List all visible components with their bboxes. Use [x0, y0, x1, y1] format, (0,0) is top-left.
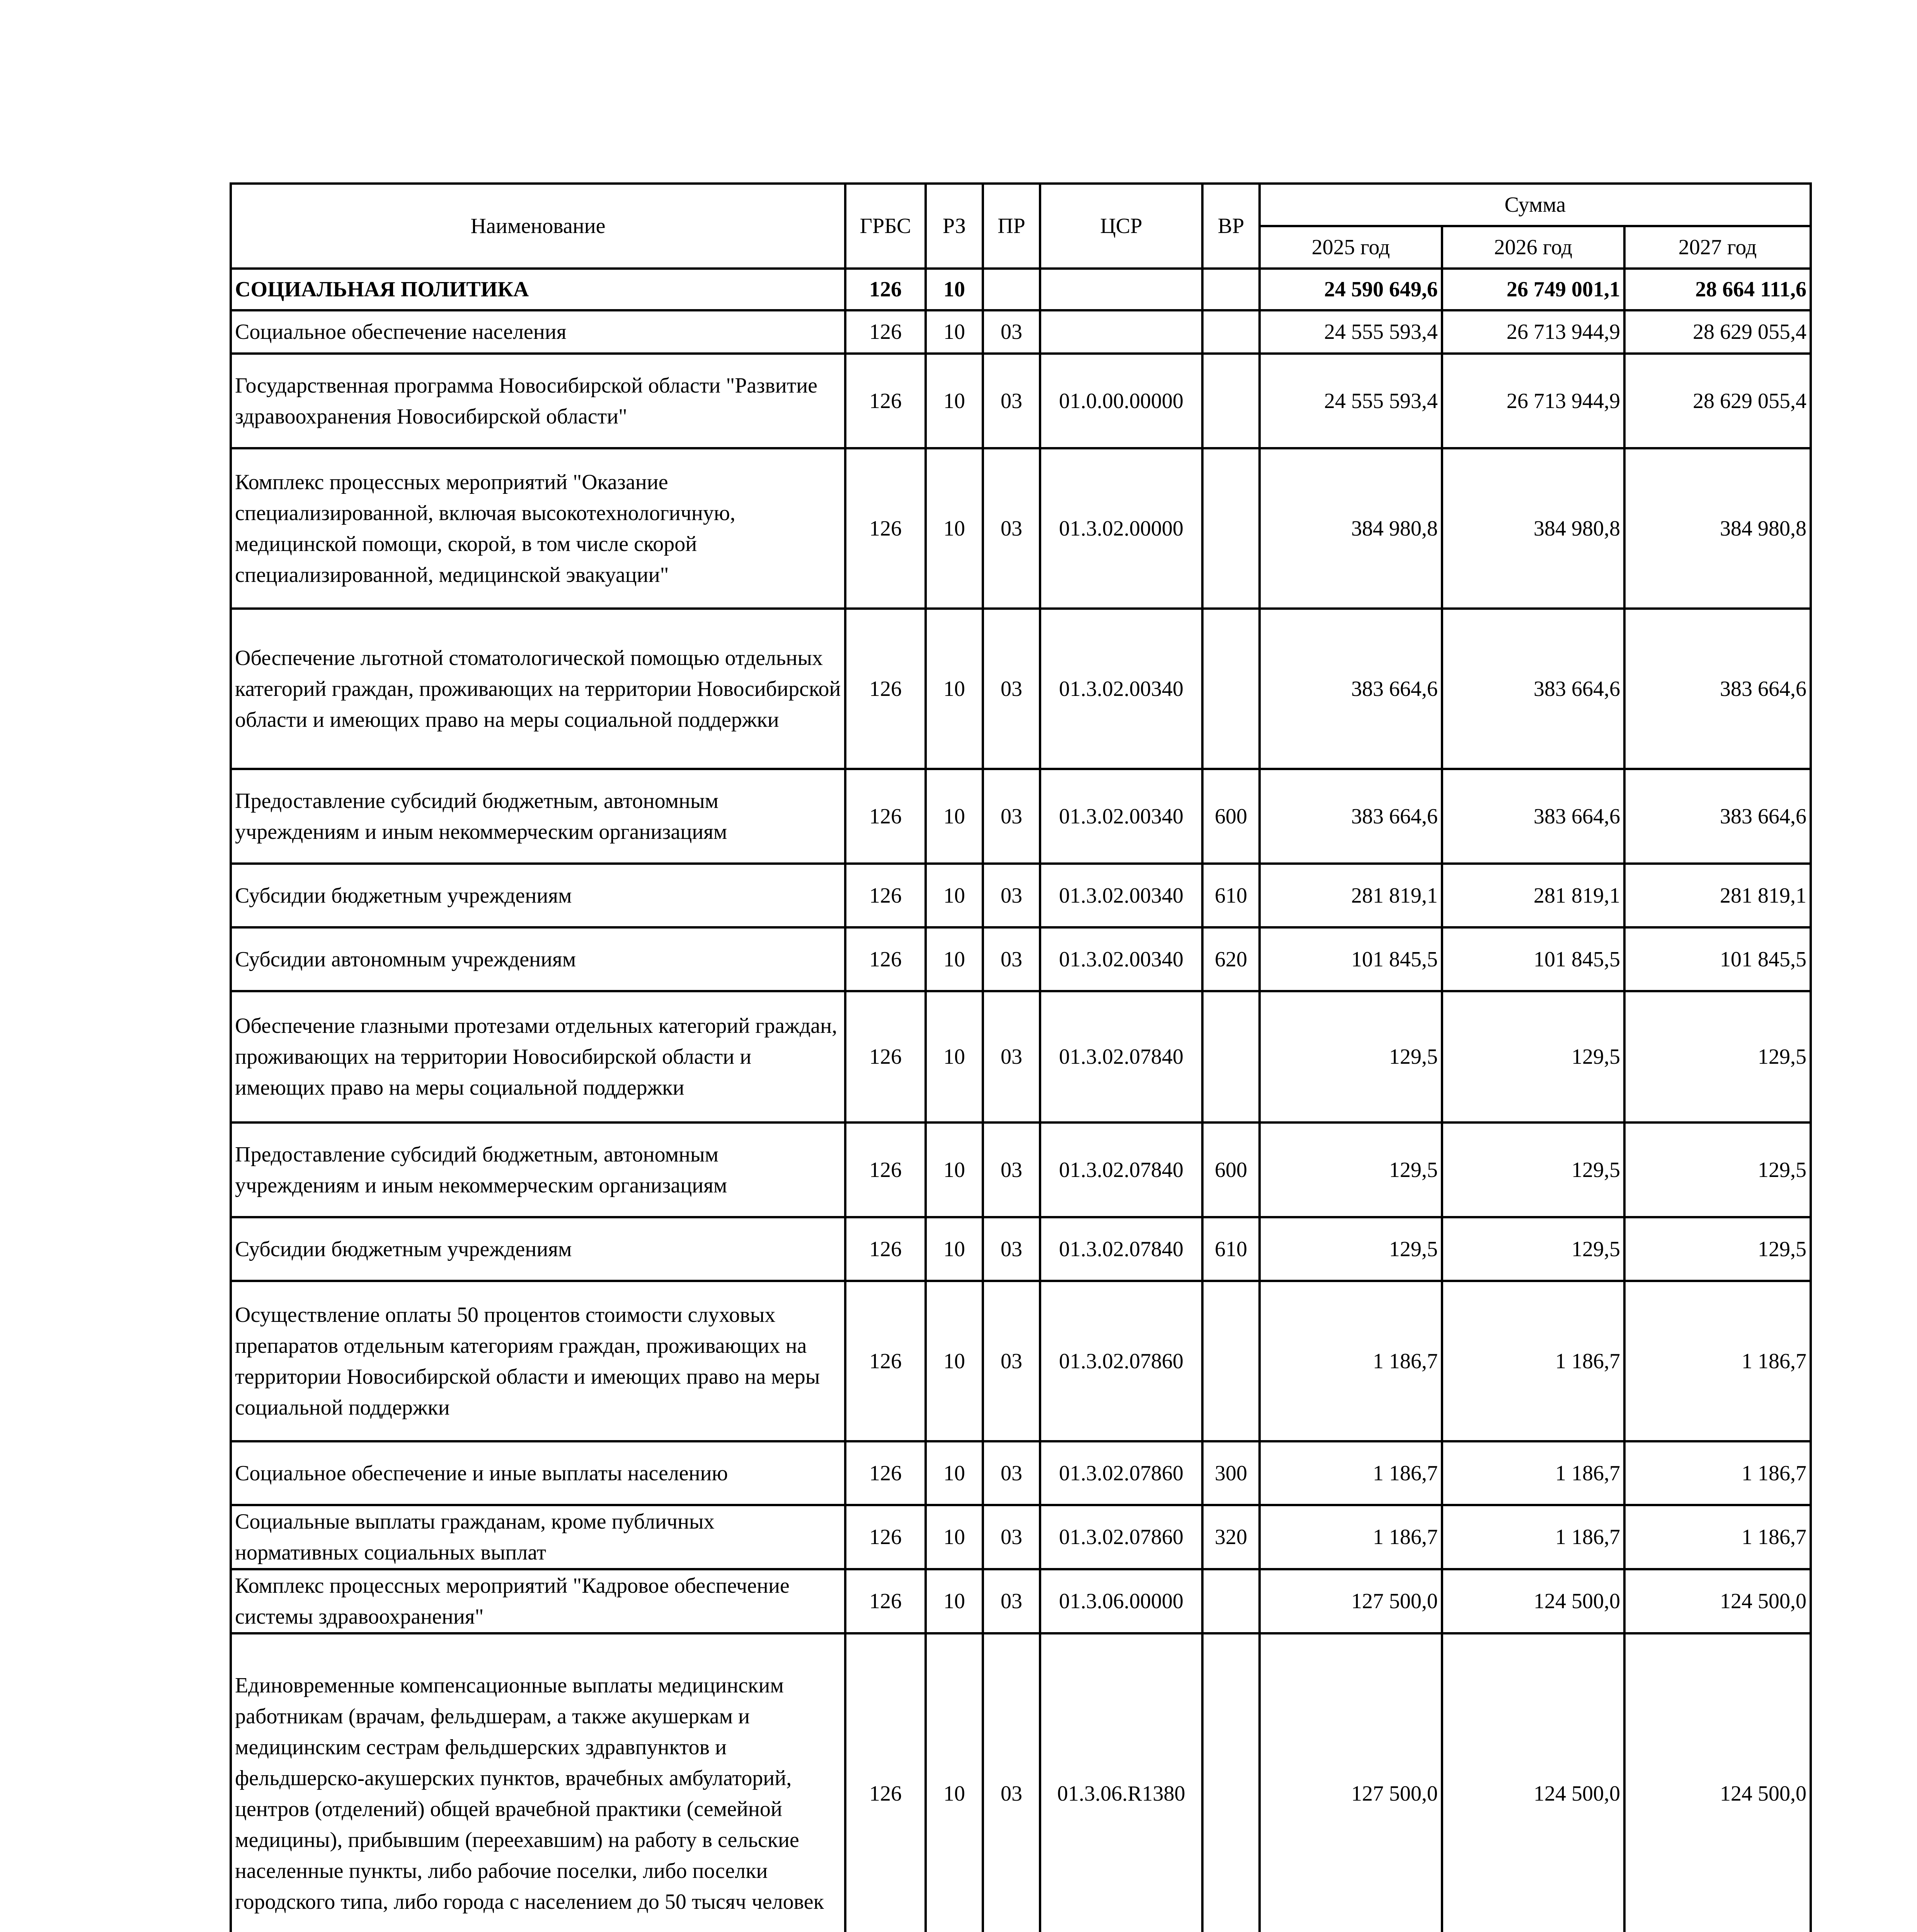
- table-row: [231, 927, 1811, 991]
- table-row: [231, 1217, 1811, 1281]
- cell-grbs: 126: [845, 1441, 926, 1505]
- cell-grbs: 126: [845, 769, 926, 864]
- cell-y2026: 129,5: [1442, 991, 1624, 1122]
- header-name: Наименование: [231, 184, 845, 269]
- cell-rz: 10: [926, 269, 983, 310]
- cell-y2026: 129,5: [1442, 1122, 1624, 1217]
- cell-rz: 10: [926, 1633, 983, 1932]
- table-row: [231, 1569, 1811, 1633]
- table-row: [231, 1633, 1811, 1932]
- cell-csr: 01.0.00.00000: [1040, 354, 1202, 448]
- cell-pr: 03: [983, 448, 1040, 609]
- table-row: [231, 269, 1811, 310]
- cell-csr: [1040, 310, 1202, 354]
- cell-vr: 610: [1202, 1217, 1260, 1281]
- cell-y2027: 281 819,1: [1624, 864, 1811, 927]
- cell-name: Субсидии автономным учреждениям: [231, 927, 845, 991]
- cell-y2026: 1 186,7: [1442, 1505, 1624, 1569]
- cell-csr: 01.3.02.07840: [1040, 991, 1202, 1122]
- cell-rz: 10: [926, 1122, 983, 1217]
- cell-y2025: 127 500,0: [1260, 1569, 1442, 1633]
- cell-y2027: 28 664 111,6: [1624, 269, 1811, 310]
- cell-name: Обеспечение глазными протезами отдельных категорий граждан, проживающих на территории Новосибирской области и имеющих право на меры социальной поддержки: [231, 991, 845, 1122]
- cell-grbs: 126: [845, 927, 926, 991]
- cell-grbs: 126: [845, 1122, 926, 1217]
- table-row: [231, 1441, 1811, 1505]
- cell-y2025: 1 186,7: [1260, 1281, 1442, 1441]
- cell-y2027: 383 664,6: [1624, 769, 1811, 864]
- cell-name: Единовременные компенсационные выплаты медицинским работникам (врачам, фельдшерам, а также акушеркам и медицинским сестрам фельдшерских здравпунктов и фельдшерско-акушерских пунктов, врачебных амбулаторий, центров (отделений) общей врачебной практики (семейной медицины), прибывшим (переехавшим) на работу в сельские населенные пункты, либо рабочие поселки, либо поселки городского типа, либо города с населением до 50 тысяч человек: [231, 1633, 845, 1932]
- cell-pr: 03: [983, 769, 1040, 864]
- cell-vr: 600: [1202, 769, 1260, 864]
- cell-y2027: 383 664,6: [1624, 609, 1811, 769]
- cell-csr: [1040, 269, 1202, 310]
- cell-pr: 03: [983, 991, 1040, 1122]
- cell-vr: [1202, 1281, 1260, 1441]
- cell-pr: 03: [983, 1441, 1040, 1505]
- table-row: [231, 1281, 1811, 1441]
- cell-csr: 01.3.02.07860: [1040, 1441, 1202, 1505]
- cell-vr: [1202, 354, 1260, 448]
- cell-csr: 01.3.02.07840: [1040, 1122, 1202, 1217]
- cell-vr: 320: [1202, 1505, 1260, 1569]
- cell-csr: 01.3.02.07860: [1040, 1281, 1202, 1441]
- table-row: [231, 448, 1811, 609]
- cell-grbs: 126: [845, 269, 926, 310]
- cell-pr: 03: [983, 1633, 1040, 1932]
- table-row: [231, 609, 1811, 769]
- cell-pr: 03: [983, 1505, 1040, 1569]
- cell-rz: 10: [926, 310, 983, 354]
- table-row: [231, 769, 1811, 864]
- cell-grbs: 126: [845, 448, 926, 609]
- cell-rz: 10: [926, 1569, 983, 1633]
- cell-y2025: 281 819,1: [1260, 864, 1442, 927]
- cell-grbs: 126: [845, 1281, 926, 1441]
- cell-y2027: 28 629 055,4: [1624, 310, 1811, 354]
- cell-grbs: 126: [845, 1217, 926, 1281]
- cell-y2026: 1 186,7: [1442, 1281, 1624, 1441]
- cell-csr: 01.3.02.00000: [1040, 448, 1202, 609]
- cell-csr: 01.3.02.07840: [1040, 1217, 1202, 1281]
- cell-vr: [1202, 448, 1260, 609]
- cell-rz: 10: [926, 1505, 983, 1569]
- cell-rz: 10: [926, 1217, 983, 1281]
- cell-y2025: 1 186,7: [1260, 1441, 1442, 1505]
- cell-name: СОЦИАЛЬНАЯ ПОЛИТИКА: [231, 269, 845, 310]
- cell-vr: 600: [1202, 1122, 1260, 1217]
- cell-y2025: 101 845,5: [1260, 927, 1442, 991]
- cell-pr: 03: [983, 609, 1040, 769]
- cell-y2027: 124 500,0: [1624, 1569, 1811, 1633]
- cell-rz: 10: [926, 448, 983, 609]
- cell-name: Предоставление субсидий бюджетным, автономным учреждениям и иным некоммерческим организациям: [231, 1122, 845, 1217]
- table-body: [231, 269, 1811, 1932]
- cell-y2026: 124 500,0: [1442, 1633, 1624, 1932]
- cell-name: Государственная программа Новосибирской области "Развитие здравоохранения Новосибирской области": [231, 354, 845, 448]
- cell-name: Социальные выплаты гражданам, кроме публичных нормативных социальных выплат: [231, 1505, 845, 1569]
- cell-rz: 10: [926, 1441, 983, 1505]
- cell-y2025: 384 980,8: [1260, 448, 1442, 609]
- cell-csr: 01.3.02.07860: [1040, 1505, 1202, 1569]
- table-row: [231, 1122, 1811, 1217]
- cell-y2025: 129,5: [1260, 991, 1442, 1122]
- cell-grbs: 126: [845, 1569, 926, 1633]
- table-row: [231, 991, 1811, 1122]
- cell-y2027: 129,5: [1624, 1217, 1811, 1281]
- cell-y2027: 1 186,7: [1624, 1281, 1811, 1441]
- table-row: [231, 310, 1811, 354]
- cell-y2026: 281 819,1: [1442, 864, 1624, 927]
- header-year-2026: 2026 год: [1442, 226, 1624, 269]
- cell-name: Комплекс процессных мероприятий "Оказание специализированной, включая высокотехнологичную, медицинской помощи, скорой, в том числе скорой специализированной, медицинской эвакуации": [231, 448, 845, 609]
- cell-y2027: 101 845,5: [1624, 927, 1811, 991]
- cell-y2027: 28 629 055,4: [1624, 354, 1811, 448]
- cell-rz: 10: [926, 354, 983, 448]
- cell-y2026: 1 186,7: [1442, 1441, 1624, 1505]
- cell-vr: 610: [1202, 864, 1260, 927]
- cell-name: Социальное обеспечение и иные выплаты населению: [231, 1441, 845, 1505]
- header-grbs: ГРБС: [845, 184, 926, 269]
- cell-rz: 10: [926, 927, 983, 991]
- cell-vr: [1202, 609, 1260, 769]
- cell-y2027: 129,5: [1624, 991, 1811, 1122]
- header-vr: ВР: [1202, 184, 1260, 269]
- cell-rz: 10: [926, 769, 983, 864]
- cell-rz: 10: [926, 991, 983, 1122]
- cell-y2027: 129,5: [1624, 1122, 1811, 1217]
- cell-grbs: 126: [845, 354, 926, 448]
- cell-pr: [983, 269, 1040, 310]
- cell-y2026: 383 664,6: [1442, 769, 1624, 864]
- cell-y2026: 26 713 944,9: [1442, 310, 1624, 354]
- cell-vr: [1202, 991, 1260, 1122]
- cell-grbs: 126: [845, 991, 926, 1122]
- cell-y2025: 129,5: [1260, 1217, 1442, 1281]
- header-csr: ЦСР: [1040, 184, 1202, 269]
- cell-vr: 300: [1202, 1441, 1260, 1505]
- header-year-2025: 2025 год: [1260, 226, 1442, 269]
- cell-name: Обеспечение льготной стоматологической помощью отдельных категорий граждан, проживающих на территории Новосибирской области и имеющих право на меры социальной поддержки: [231, 609, 845, 769]
- cell-y2026: 124 500,0: [1442, 1569, 1624, 1633]
- cell-name: Социальное обеспечение населения: [231, 310, 845, 354]
- cell-pr: 03: [983, 864, 1040, 927]
- cell-grbs: 126: [845, 310, 926, 354]
- cell-name: Осуществление оплаты 50 процентов стоимости слуховых препаратов отдельным категориям граждан, проживающих на территории Новосибирской области и имеющих право на меры социальной поддержки: [231, 1281, 845, 1441]
- cell-pr: 03: [983, 927, 1040, 991]
- cell-pr: 03: [983, 1122, 1040, 1217]
- cell-grbs: 126: [845, 1505, 926, 1569]
- table-row: [231, 864, 1811, 927]
- cell-csr: 01.3.06.R1380: [1040, 1633, 1202, 1932]
- cell-vr: 620: [1202, 927, 1260, 991]
- cell-y2025: 1 186,7: [1260, 1505, 1442, 1569]
- cell-pr: 03: [983, 1281, 1040, 1441]
- header-pr: ПР: [983, 184, 1040, 269]
- cell-name: Предоставление субсидий бюджетным, автономным учреждениям и иным некоммерческим организациям: [231, 769, 845, 864]
- table-row: [231, 354, 1811, 448]
- cell-y2025: 383 664,6: [1260, 769, 1442, 864]
- cell-grbs: 126: [845, 609, 926, 769]
- cell-name: Субсидии бюджетным учреждениям: [231, 1217, 845, 1281]
- cell-grbs: 126: [845, 864, 926, 927]
- cell-y2025: 24 555 593,4: [1260, 354, 1442, 448]
- cell-y2027: 384 980,8: [1624, 448, 1811, 609]
- cell-rz: 10: [926, 609, 983, 769]
- cell-pr: 03: [983, 1569, 1040, 1633]
- cell-pr: 03: [983, 354, 1040, 448]
- cell-csr: 01.3.02.00340: [1040, 927, 1202, 991]
- cell-y2027: 1 186,7: [1624, 1441, 1811, 1505]
- cell-y2026: 26 749 001,1: [1442, 269, 1624, 310]
- cell-csr: 01.3.02.00340: [1040, 769, 1202, 864]
- cell-csr: 01.3.06.00000: [1040, 1569, 1202, 1633]
- cell-y2026: 383 664,6: [1442, 609, 1624, 769]
- cell-y2026: 384 980,8: [1442, 448, 1624, 609]
- cell-y2025: 127 500,0: [1260, 1633, 1442, 1932]
- cell-y2026: 101 845,5: [1442, 927, 1624, 991]
- cell-y2025: 24 555 593,4: [1260, 310, 1442, 354]
- cell-y2027: 124 500,0: [1624, 1633, 1811, 1932]
- cell-name: Субсидии бюджетным учреждениям: [231, 864, 845, 927]
- header-sum: Сумма: [1260, 184, 1811, 226]
- header-rz: РЗ: [926, 184, 983, 269]
- cell-vr: [1202, 1569, 1260, 1633]
- cell-y2027: 1 186,7: [1624, 1505, 1811, 1569]
- cell-vr: [1202, 1633, 1260, 1932]
- cell-grbs: 126: [845, 1633, 926, 1932]
- budget-table: [230, 182, 1812, 1932]
- cell-vr: [1202, 269, 1260, 310]
- table-row: [231, 1505, 1811, 1569]
- cell-csr: 01.3.02.00340: [1040, 864, 1202, 927]
- cell-csr: 01.3.02.00340: [1040, 609, 1202, 769]
- cell-y2025: 383 664,6: [1260, 609, 1442, 769]
- cell-vr: [1202, 310, 1260, 354]
- header-year-2027: 2027 год: [1624, 226, 1811, 269]
- cell-rz: 10: [926, 864, 983, 927]
- cell-y2025: 24 590 649,6: [1260, 269, 1442, 310]
- cell-pr: 03: [983, 1217, 1040, 1281]
- cell-pr: 03: [983, 310, 1040, 354]
- cell-y2026: 129,5: [1442, 1217, 1624, 1281]
- cell-y2025: 129,5: [1260, 1122, 1442, 1217]
- cell-rz: 10: [926, 1281, 983, 1441]
- cell-y2026: 26 713 944,9: [1442, 354, 1624, 448]
- cell-name: Комплекс процессных мероприятий "Кадровое обеспечение системы здравоохранения": [231, 1569, 845, 1633]
